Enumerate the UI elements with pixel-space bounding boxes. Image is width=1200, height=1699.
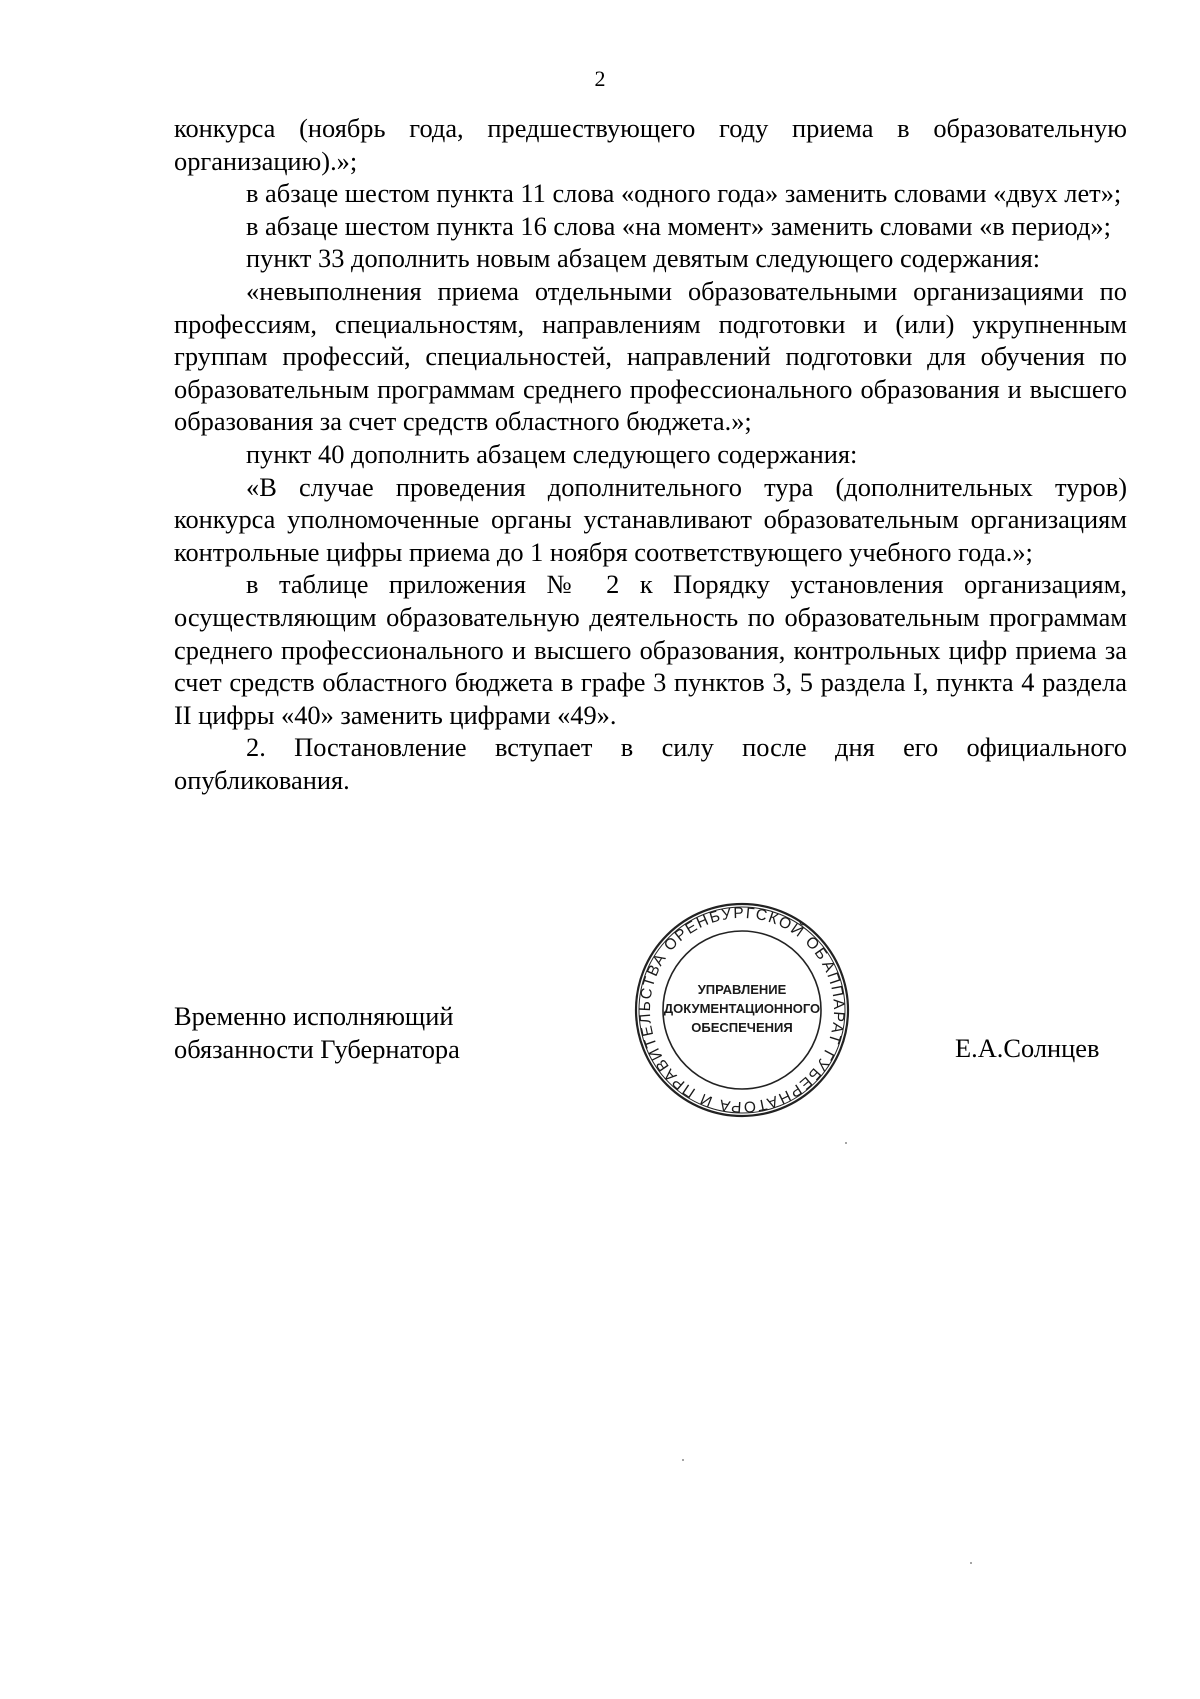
svg-text:УПРАВЛЕНИЕ: УПРАВЛЕНИЕ [697, 982, 787, 997]
scan-speck [682, 1459, 684, 1461]
paragraph-item33: пункт 33 дополнить новым абзацем девятым следующего содержания: [246, 243, 1041, 274]
paragraph-entry-into-force: 2. Постановление вступает в силу после дня его официального опубликования. [174, 732, 1127, 795]
signatory-position [174, 1000, 460, 1065]
scan-speck [970, 1562, 972, 1564]
paragraph-appendix2: в таблице приложения № 2 к Порядку установления организациям, осуществляющим образовательную деятельность по образовательным программам среднего профессионального и высшего образования, контрольных цифр приема за счет средств областного бюджета в графе 3 пунктов 3, 5 раздела I, пункта 4 раздела II цифры «40» заменить цифрами «49». [174, 569, 1127, 730]
paragraph-continuation: конкурса (ноябрь года, предшествующего году приема в образовательную организацию).»; [174, 113, 1127, 176]
paragraph-item11: в абзаце шестом пункта 11 слова «одного года» заменить словами «двух лет»; [246, 178, 1122, 209]
scan-speck [845, 1142, 847, 1144]
signatory-position-line2: обязанности Губернатора [174, 1033, 460, 1064]
paragraph-item33-quote: «невыполнения приема отдельными образовательными организациями по профессиям, специальностям, направлениям подготовки и (или) укрупненным группам профессий, специальностей, направлений подготовки для обучения по образовательным программам среднего профессионального образования и высшего образования за счет средств областного бюджета.»; [174, 275, 1127, 437]
svg-text:АППАРАТ ГУБЕРНАТОРА И ПРАВИТЕЛ: АППАРАТ ГУБЕРНАТОРА И ПРАВИТЕЛЬСТВА ОРЕНБУРГСКОЙ ОБЛАСТИ [636, 904, 848, 1116]
page-number: 2 [594, 66, 606, 91]
paragraph-item16: в абзаце шестом пункта 16 слова «на момент» заменить словами «в период»; [246, 210, 1111, 241]
svg-text:ОБЕСПЕЧЕНИЯ: ОБЕСПЕЧЕНИЯ [691, 1020, 793, 1035]
official-seal [632, 900, 852, 1120]
signatory-name: Е.А.Солнцев [955, 1033, 1100, 1063]
signatory-position-line1: Временно исполняющий [174, 1001, 454, 1031]
svg-text:ДОКУМЕНТАЦИОННОГО: ДОКУМЕНТАЦИОННОГО [663, 1001, 821, 1016]
paragraph-item40-quote: «В случае проведения дополнительного тура (дополнительных туров) конкурса уполномоченные органы устанавливают образовательным организациям контрольные цифры приема до 1 ноября соответствующего учебного года.»; [174, 471, 1127, 567]
document-body [174, 112, 1127, 796]
paragraph-item40: пункт 40 дополнить абзацем следующего содержания: [246, 438, 858, 469]
